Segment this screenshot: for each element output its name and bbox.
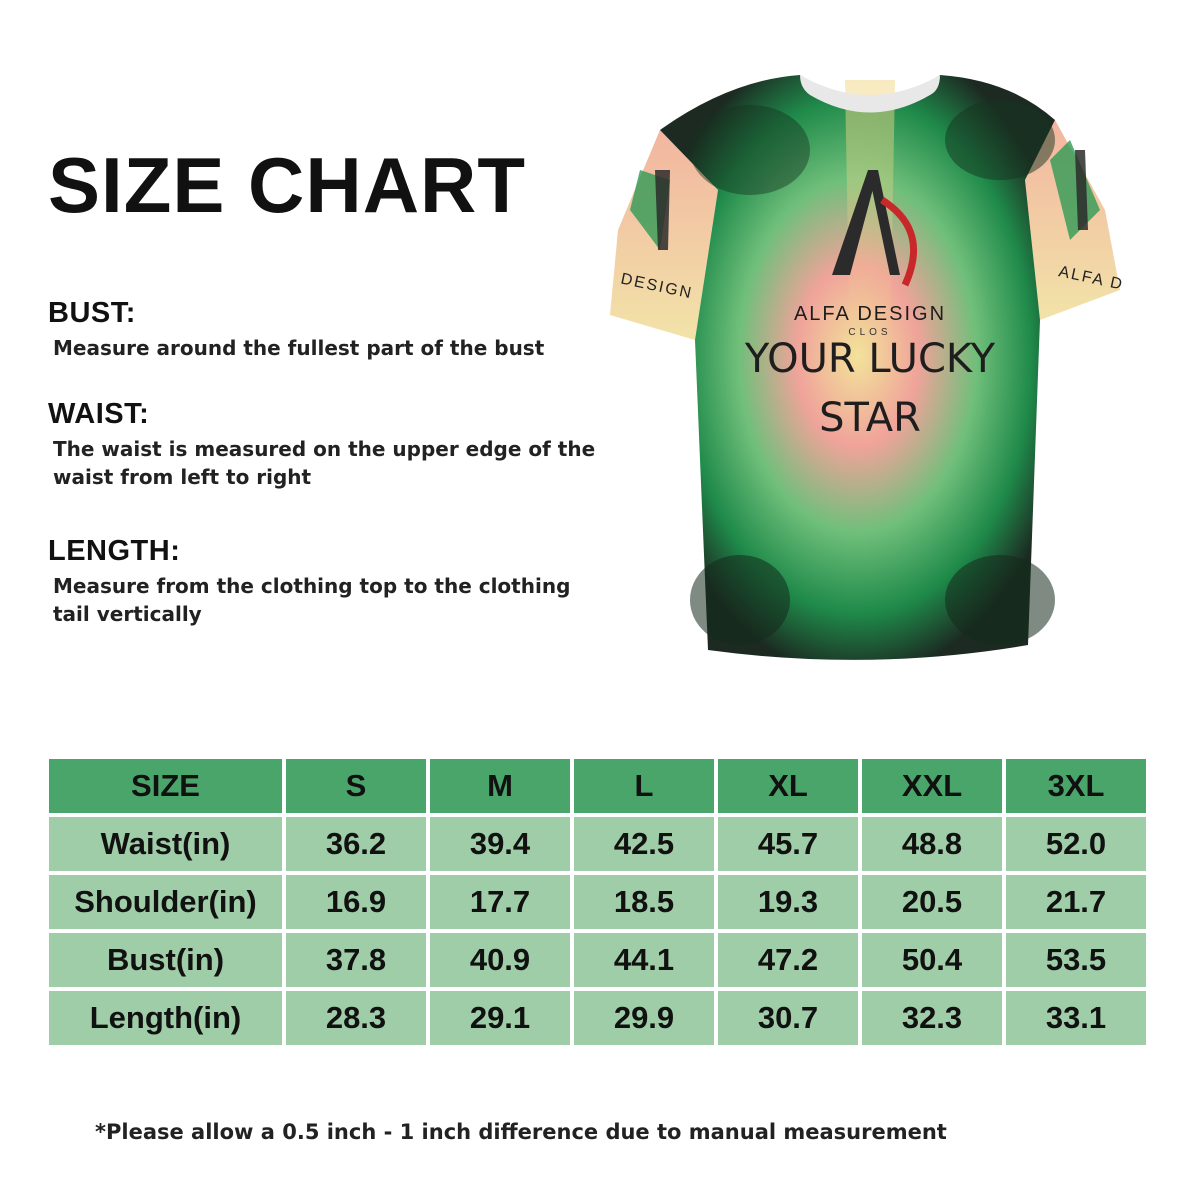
header-cell: S [286,759,426,813]
table-cell: 36.2 [286,817,426,871]
table-cell: 20.5 [862,875,1002,929]
table-cell: 50.4 [862,933,1002,987]
bust-instruction [48,297,598,362]
size-table [45,755,1150,1049]
table-cell: 40.9 [430,933,570,987]
row-label-cell: Bust(in) [49,933,282,987]
table-cell: 52.0 [1006,817,1146,871]
table-cell: 19.3 [718,875,858,929]
shirt-brand-text: ALFA DESIGN [793,303,947,325]
table-cell: 45.7 [718,817,858,871]
table-cell: 17.7 [430,875,570,929]
table-row [49,991,1146,1045]
table-cell: 28.3 [286,991,426,1045]
table-cell: 47.2 [718,933,858,987]
table-row [49,933,1146,987]
waist-instruction [48,398,598,491]
length-description: Measure from the clothing top to the clothing tail vertically [53,574,571,626]
sleeve-text-right: ALFA D [1057,263,1126,294]
header-cell: SIZE [49,759,282,813]
table-row [49,875,1146,929]
measurement-note: *Please allow a 0.5 inch - 1 inch difference due to manual measurement [95,1120,947,1144]
table-cell: 18.5 [574,875,714,929]
row-label-cell: Waist(in) [49,817,282,871]
sleeve-text-left: DESIGN [619,270,695,303]
waist-description: The waist is measured on the upper edge of the waist from left to right [53,437,596,489]
shirt-print-line1: YOUR LUCKY [744,336,996,382]
header-cell: XL [718,759,858,813]
header-cell: M [430,759,570,813]
row-label-cell: Length(in) [49,991,282,1045]
size-table-header-row [49,759,1146,813]
table-cell: 39.4 [430,817,570,871]
length-heading: LENGTH: [48,535,181,567]
row-label-cell: Shoulder(in) [49,875,282,929]
table-cell: 30.7 [718,991,858,1045]
bust-heading: BUST: [48,297,136,329]
table-cell: 32.3 [862,991,1002,1045]
table-cell: 29.1 [430,991,570,1045]
table-cell: 16.9 [286,875,426,929]
table-row [49,817,1146,871]
table-cell: 48.8 [862,817,1002,871]
shirt-print-line2: STAR [819,395,921,441]
tshirt-image [600,60,1140,680]
page-title: SIZE CHART [48,141,526,229]
table-cell: 21.7 [1006,875,1146,929]
bust-description: Measure around the fullest part of the bust [53,336,545,360]
length-instruction [48,535,598,628]
table-cell: 33.1 [1006,991,1146,1045]
table-cell: 42.5 [574,817,714,871]
shirt-brand-subtext: CLOS [848,327,892,338]
table-cell: 37.8 [286,933,426,987]
header-cell: XXL [862,759,1002,813]
header-cell: L [574,759,714,813]
table-cell: 44.1 [574,933,714,987]
table-cell: 53.5 [1006,933,1146,987]
table-cell: 29.9 [574,991,714,1045]
waist-heading: WAIST: [48,398,150,430]
header-cell: 3XL [1006,759,1146,813]
